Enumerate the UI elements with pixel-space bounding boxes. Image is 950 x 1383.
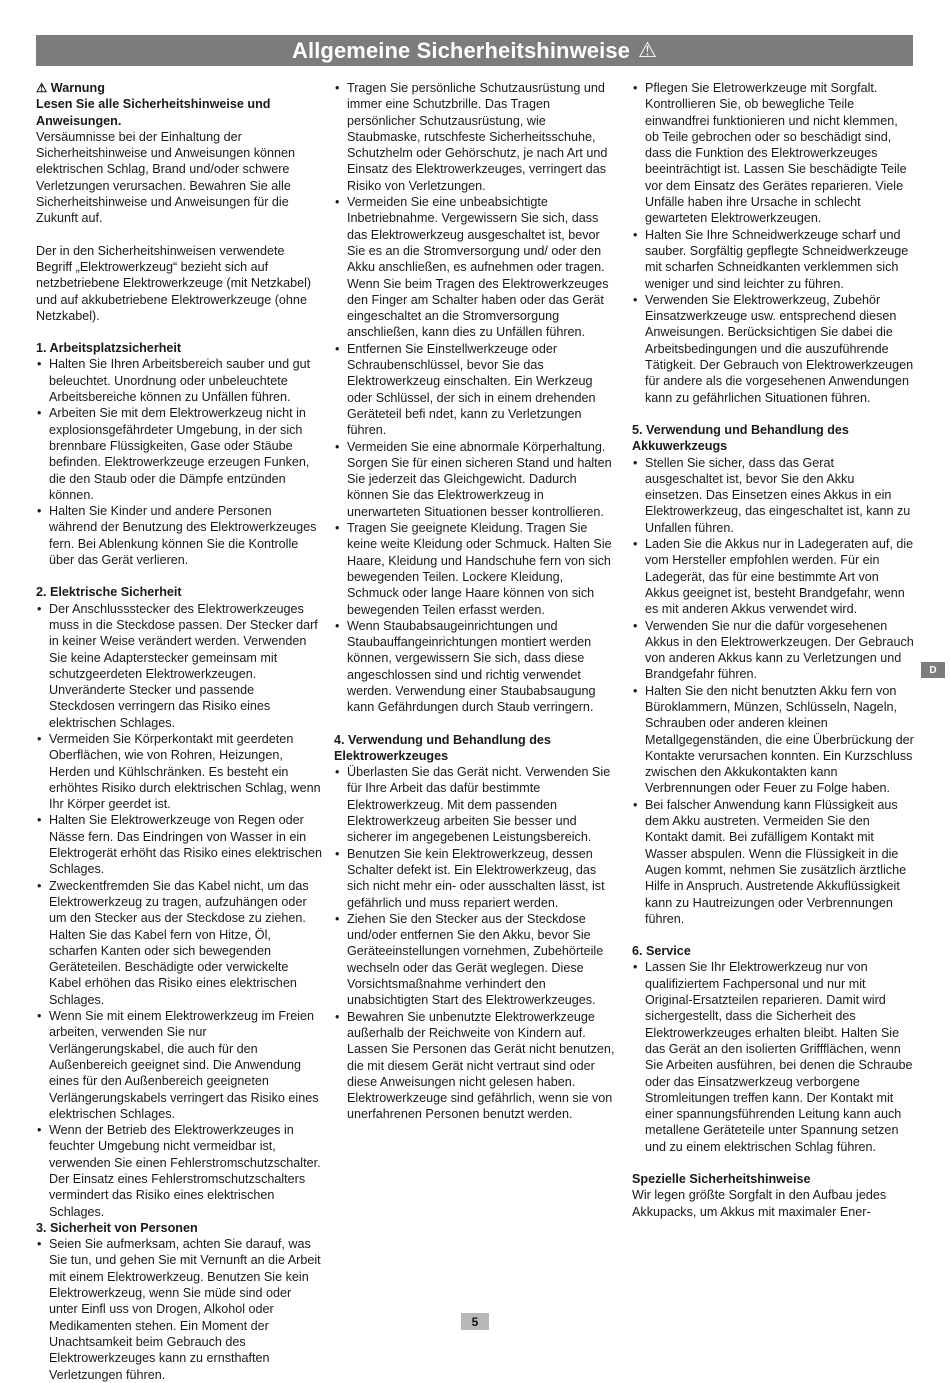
- intro-paragraph-2: Der in den Sicherheitshinweisen verwendete Begriff „Elektrowerkzeug“ bezieht sich auf netzbetriebene Elektrowerkzeuge (mit Netzkabel) und auf akkubetriebene Elektrowerkzeuge (ohne Netzkabel).: [36, 243, 312, 323]
- read-all-notice: Lesen Sie alle Sicherheitshinweise und Anweisungen.: [36, 97, 271, 128]
- list-item: • Halten Sie Elektrowerkzeuge von Regen oder Nässe fern. Das Eindringen von Wasser in ein Elektrogerät erhöht das Risiko eines elektrischen Schlages.: [36, 812, 322, 877]
- list-item: • Verwenden Sie nur die dafür vorgesehenen Akkus in den Elektrowerkzeugen. Der Gebrauch von anderen Akkus kann zu Verletzungen und Brandgefahr führen.: [632, 618, 914, 683]
- page-number: 5: [461, 1313, 489, 1330]
- list-item: • Überlasten Sie das Gerät nicht. Verwenden Sie für Ihre Arbeit das dafür bestimmte Elektrowerkzeug. Mit dem passenden Elektrowerkzeug arbeiten Sie besser und sicherer im angegebenen Leistungsbereich.: [334, 764, 618, 845]
- section-list-4-continued: [632, 80, 914, 406]
- list-item: • Halten Sie den nicht benutzten Akku fern von Büroklammern, Münzen, Schlüsseln, Nageln, Schrauben oder anderen kleinen Metallgegenständen, die eine Überbrückung der Kontakte verursachen konnten. Ein Kurzschluss zwischen den Akkukontakten kann Verbrennungen oder Feuer zu Folge haben.: [632, 683, 914, 797]
- section-list-3-continued: [334, 80, 618, 716]
- special-heading: Spezielle Sicherheitshinweise: [632, 1172, 811, 1186]
- section-list-4: [334, 764, 618, 1123]
- list-item: • Zweckentfremden Sie das Kabel nicht, um das Elektrowerkzeug zu tragen, aufzuhängen oder um den Stecker aus der Steckdose zu ziehen. Halten Sie das Kabel fern von Hitze, Öl, scharfen Kanten oder sich bewegenden Geräteteilen. Beschädigte oder verwickelte Kabel erhöhen das Risiko eines elektrischen Schlages.: [36, 878, 322, 1008]
- list-item: • Arbeiten Sie mit dem Elektrowerkzeug nicht in explosionsgefährdeter Umgebung, in der sich brennbare Flüssigkeiten, Gase oder Stäube befinden. Elektrowerkzeuge erzeugen Funken, die den Staub oder die Dämpfe entzünden können.: [36, 405, 322, 503]
- section-heading-2: 2. Elektrische Sicherheit: [36, 585, 182, 600]
- list-item: • Tragen Sie geeignete Kleidung. Tragen Sie keine weite Kleidung oder Schmuck. Halten Sie Haare, Kleidung und Handschuhe fern von sich bewegenden Teilen. Lockere Kleidung, Schmuck oder lange Haare können von sich bewegenden Teilen erfasst werden.: [334, 520, 618, 618]
- list-item: • Halten Sie Ihre Schneidwerkzeuge scharf und sauber. Sorgfältig gepflegte Schneidwerkzeuge mit scharfen Schneidkanten verklemmen sich weniger und sind leichter zu führen.: [632, 227, 914, 292]
- list-item: • Stellen Sie sicher, dass das Gerat ausgeschaltet ist, bevor Sie den Akku einsetzen. Das Einsetzen eines Akkus in ein Elektrowerkzeug, das eingeschaltet ist, kann zu Unfallen führen.: [632, 455, 914, 536]
- section-list-6: [632, 959, 914, 1155]
- page-title-bar: [36, 35, 913, 66]
- column-1: [36, 80, 322, 1383]
- section-list-1: [36, 356, 322, 568]
- section-list-5: [632, 455, 914, 928]
- column-2: [334, 80, 618, 1123]
- list-item: • Wenn der Betrieb des Elektrowerkzeuges in feuchter Umgebung nicht vermeidbar ist, verwenden Sie einen Fehlerstromschutzschalter. Der Einsatz eines Fehlerstromschutzschalters vermindert das Risiko eines elektrischen Schlages.: [36, 1122, 322, 1220]
- list-item: • Wenn Sie mit einem Elektrowerkzeug im Freien arbeiten, verwenden Sie nur Verlängerungskabel, die auch für den Außenbereich geeignet sind. Die Anwendung eines für den Außenbereich geeigneten Verlängerungskabels verringert das Risiko eines elektrischen Schlages.: [36, 1008, 322, 1122]
- list-item: • Halten Sie Ihren Arbeitsbereich sauber und gut beleuchtet. Unordnung oder unbeleuchtete Arbeitsbereiche können zu Unfällen führen.: [36, 356, 322, 405]
- section-heading-5: 5. Verwendung und Behandlung des Akkuwerkzeugs: [632, 422, 849, 454]
- section-list-3: [36, 1236, 322, 1383]
- list-item: • Vermeiden Sie Körperkontakt mit geerdeten Oberflächen, wie von Rohren, Heizungen, Herden und Kühlschränken. Es besteht ein erhöhtes Risiko durch elektrischen Schlag, wenn Ihr Körper geerdet ist.: [36, 731, 322, 812]
- column-3: [632, 80, 914, 1220]
- list-item: • Vermeiden Sie eine unbeabsichtigte Inbetriebnahme. Vergewissern Sie sich, dass das Elektrowerkzeug ausgeschaltet ist, bevor Sie es an die Stromversorgung und/ oder den Akku anschließen, es aufnehmen oder tragen. Wenn Sie beim Tragen des Elektrowerkzeuges den Finger am Schalter haben oder das Gerät eingeschaltet an die Stromversorgung anschließen, kann dies zu Unfällen führen.: [334, 194, 618, 341]
- list-item: • Bei falscher Anwendung kann Flüssigkeit aus dem Akku austreten. Vermeiden Sie den Kontakt damit. Bei zufälligem Kontakt mit Wasser abspulen. Wenn die Flüssigkeit in die Augen kommt, nehmen Sie zusätzlich ärztliche Hilfe in Anspruch. Austretende Akkuflüssigkeit kann zu Hautreizungen oder Verbrennungen führen.: [632, 797, 914, 927]
- list-item: • Ziehen Sie den Stecker aus der Steckdose und/oder entfernen Sie den Akku, bevor Sie Geräteeinstellungen vornehmen, Zubehörteile wechseln oder das Gerät weglegen. Diese Vorsichtsmaßnahme verhindert den unabsichtigten Start des Elektrowerkzeuges.: [334, 911, 618, 1009]
- section-heading-4: 4. Verwendung und Behandlung des Elektrowerkzeuges: [334, 732, 551, 763]
- special-text: Wir legen größte Sorgfalt in den Aufbau jedes Akkupacks, um Akkus mit maximaler Ener-: [632, 1188, 887, 1219]
- list-item: • Lassen Sie Ihr Elektrowerkzeug nur von qualifiziertem Fachpersonal und nur mit Original-Ersatzteilen reparieren. Damit wird sichergestellt, dass die Sicherheit des Elektrowerkzeuges erhalten bleibt. Halten Sie das Gerät an den isolierten Griffflächen, wenn Sie Arbeiten ausführen, bei denen die Schraube oder das Einsatzwerkzeug verborgene Stromleitungen treffen kann. Der Kontakt mit einer spannungsführenden Leitung kann auch metallene Geräteteile unter Spannung setzen und zu einem elektrischen Schlag führen.: [632, 959, 914, 1155]
- list-item: • Laden Sie die Akkus nur in Ladegeraten auf, die vom Hersteller empfohlen werden. Für ein Ladegerät, das für eine bestimmte Art von Akkus geeignet ist, besteht Brandgefahr, wenn es mit anderen Akkus verwendet wird.: [632, 536, 914, 617]
- section-heading-1: 1. Arbeitsplatzsicherheit: [36, 341, 182, 356]
- page-title: Allgemeine Sicherheitshinweise: [292, 37, 631, 63]
- intro-paragraph-1: Versäumnisse bei der Einhaltung der Sicherheitshinweise und Anweisungen können elektrischen Schlag, Brand und/oder schwere Verletzungen verursachen. Bewahren Sie alle Sicherheitshinweise und Anweisungen für die Zukunft auf.: [36, 129, 296, 226]
- list-item: • Bewahren Sie unbenutzte Elektrowerkzeuge außerhalb der Reichweite von Kindern auf. Lassen Sie Personen das Gerät nicht benutzen, die mit diesem Gerät nicht vertraut sind oder diese Anweisungen nicht gelesen haben. Elektrowerkzeuge sind gefährlich, wenn sie von unerfahrenen Personen benutzt werden.: [334, 1009, 618, 1123]
- list-item: • Entfernen Sie Einstellwerkzeuge oder Schraubenschlüssel, bevor Sie das Elektrowerkzeug einschalten. Ein Werkzeug oder Schlüssel, der sich in einem drehenden Geräteteil befi ndet, kann zu Verletzungen führen.: [334, 341, 618, 439]
- list-item: • Tragen Sie persönliche Schutzausrüstung und immer eine Schutzbrille. Das Tragen persönlicher Schutzausrüstung, wie Staubmaske, rutschfeste Sicherheitsschuhe, Schutzhelm oder Gehörschutz, je nach Art und Einsatz des Elektrowerkzeuges, verringert das Risiko von Verletzungen.: [334, 80, 618, 194]
- section-heading-3: 3. Sicherheit von Personen: [36, 1220, 198, 1235]
- list-item: • Halten Sie Kinder und andere Personen während der Benutzung des Elektrowerkzeuges fern. Bei Ablenkung können Sie die Kontrolle über das Gerät verlieren.: [36, 503, 322, 568]
- warning-label: ⚠ Warnung: [36, 81, 105, 95]
- section-list-2: [36, 601, 322, 1220]
- list-item: • Vermeiden Sie eine abnormale Körperhaltung. Sorgen Sie für einen sicheren Stand und halten Sie jederzeit das Gleichgewicht. Dadurch können Sie das Elektrowerkzeug in unerwarteten Situationen besser kontrollieren.: [334, 439, 618, 520]
- section-heading-6: 6. Service: [632, 944, 691, 959]
- list-item: • Verwenden Sie Elektrowerkzeug, Zubehör Einsatzwerkzeuge usw. entsprechend diesen Anweisungen. Berücksichtigen Sie dabei die Arbeitsbedingungen und die auszuführende Tätigkeit. Der Gebrauch von Elektrowerkzeugen für andere als die vorgesehenen Anwendungen kann zu gefährlichen Situationen führen.: [632, 292, 914, 406]
- list-item: • Benutzen Sie kein Elektrowerkzeug, dessen Schalter defekt ist. Ein Elektrowerkzeug, das sich nicht mehr ein- oder ausschalten lässt, ist gefährlich und muss repariert werden.: [334, 846, 618, 911]
- list-item: • Wenn Staubabsaugeinrichtungen und Staubauffangeinrichtungen montiert werden können, vergewissern Sie sich, dass diese angeschlossen sind und richtig verwendet werden. Verwendung einer Staubabsaugung kann Gefährdungen durch Staub verringern.: [334, 618, 618, 716]
- list-item: • Der Anschlussstecker des Elektrowerkzeuges muss in die Steckdose passen. Der Stecker darf in keiner Weise verändert werden. Verwenden Sie keine Adapterstecker gemeinsam mit schutzgeerdeten Elektrowerkzeugen. Unveränderte Stecker und passende Steckdosen verringern das Risiko eines elektrischen Schlages.: [36, 601, 322, 731]
- language-tab: D: [921, 662, 945, 678]
- list-item: • Seien Sie aufmerksam, achten Sie darauf, was Sie tun, und gehen Sie mit Vernunft an die Arbeit mit einem Elektrowerkzeug. Benutzen Sie kein Elektrowerkzeug, wenn Sie müde sind oder unter Einfl uss von Drogen, Alkohol oder Medikamenten stehen. Ein Moment der Unachtsamkeit beim Gebrauch des Elektrowerkzeuges kann zu ernsthaften Verletzungen führen.: [36, 1236, 322, 1383]
- list-item: • Pflegen Sie Eletrowerkzeuge mit Sorgfalt. Kontrollieren Sie, ob bewegliche Teile einwandfrei funktionieren und nicht klemmen, ob Teile gebrochen oder so beschädigt sind, dass die Funktion des Elektrowerkzeuges beeinträchtigt ist. Lassen Sie beschädigte Teile vor dem Einsatz des Gerätes reparieren. Viele Unfälle haben ihre Ursache in schlecht gewarteten Elektrowerkzeugen.: [632, 80, 914, 227]
- warning-icon: ⚠: [638, 39, 657, 62]
